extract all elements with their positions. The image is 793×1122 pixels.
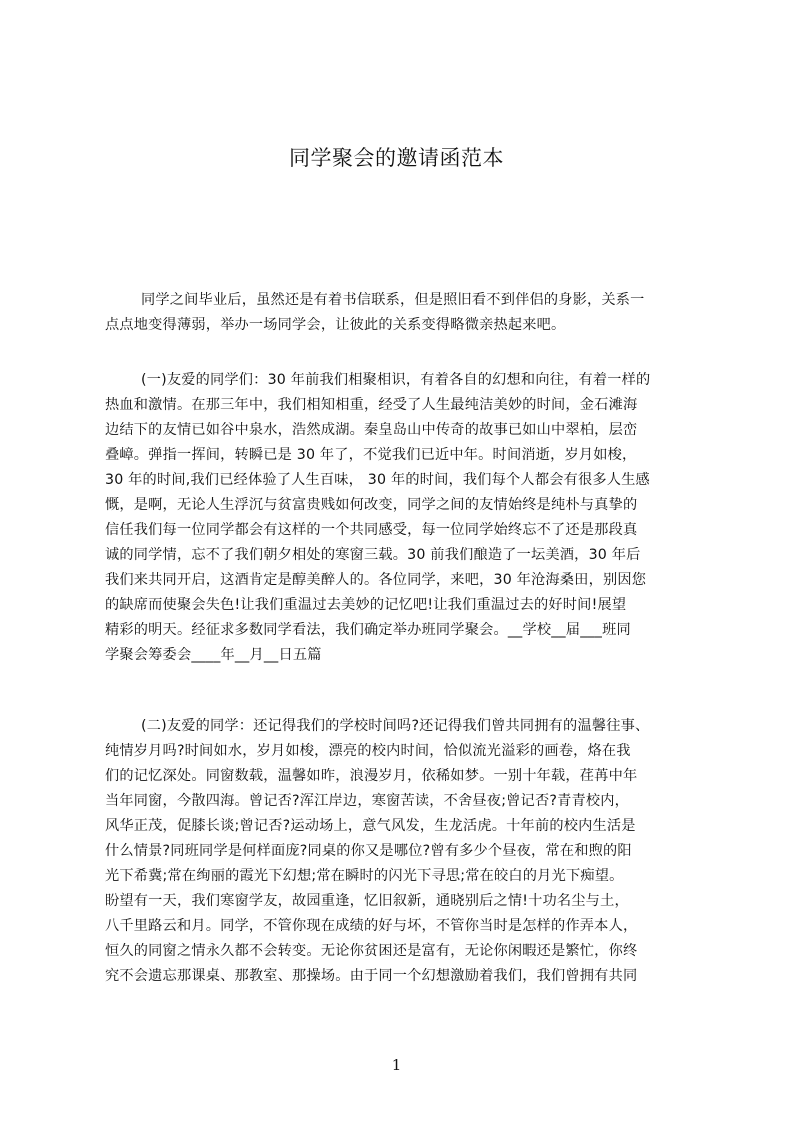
paragraph-line: 慨，是啊，无论人生浮沉与贫富贵贱如何改变，同学之间的友情始终是纯朴与真挚的: [105, 497, 638, 513]
paragraph-line: 学聚会筹委会____年__月__日五篇: [105, 647, 322, 663]
paragraph-line: 30 年的时间,我们已经体验了人生百味， 30 年的时间，我们每个人都会有很多人生感: [105, 472, 650, 488]
paragraph-letter-two: [105, 714, 698, 989]
paragraph-line: 精彩的明天。经征求多数同学看法，我们确定举办班同学聚会。__学校__届___班同: [105, 622, 631, 638]
paragraph-line: 热血和激情。在那三年中，我们相知相重，经受了人生最纯洁美妙的时间，金石滩海: [105, 397, 638, 413]
paragraph-line: 光下希冀;常在绚丽的霞光下幻想;常在瞬时的闪光下寻思;常在皎白的月光下痴望。: [105, 868, 624, 884]
paragraph-line: (一)友爱的同学们：30 年前我们相聚相识，有着各自的幻想和向往，有着一样的: [141, 372, 651, 388]
paragraph-line: 当年同窗，今散四海。曾记否?浑江岸边，寒窗苦读，不舍昼夜;曾记否?青青校内，: [105, 793, 630, 809]
paragraph-line: 八千里路云和月。同学，不管你现在成绩的好与坏，不管你当时是怎样的作弄本人，: [105, 918, 638, 934]
paragraph-line: 的缺席而使聚会失色!让我们重温过去美妙的记忆吧!让我们重温过去的好时间!展望: [105, 597, 627, 613]
paragraph-line: 究不会遗忘那课桌、那教室、那操场。由于同一个幻想激励着我们，我们曾拥有共同: [105, 968, 638, 984]
paragraph-line: 纯情岁月吗?时间如水，岁月如梭，漂亮的校内时间，恰似流光溢彩的画卷，烙在我: [105, 743, 631, 759]
paragraph-line: 风华正茂，促膝长谈;曾记否?运动场上，意气风发，生龙活虎。十年前的校内生活是: [105, 818, 636, 834]
page-number: 1: [391, 1056, 402, 1074]
paragraph-line: 同学之间毕业后，虽然还是有着书信联系，但是照旧看不到伴侣的身影，关系一: [141, 292, 645, 308]
paragraph-line: 点点地变得薄弱，举办一场同学会，让彼此的关系变得略微亲热起来吧。: [105, 317, 566, 333]
paragraph-line: 们的记忆深处。同窗数载，温馨如昨，浪漫岁月，依稀如梦。一别十年载，荏苒中年: [105, 768, 638, 784]
paragraph-intro: [105, 288, 698, 338]
paragraph-line: 信任我们每一位同学都会有这样的一个共同感受，每一位同学始终忘不了还是那段真: [105, 522, 638, 538]
paragraph-letter-one: [105, 368, 698, 668]
paragraph-line: 什么情景?同班同学是何样面庞?同桌的你又是哪位?曾有多少个昼夜，常在和煦的阳: [105, 843, 632, 859]
paragraph-line: 盼望有一天，我们寒窗学友，故园重逢，忆旧叙新，通晓别后之情!十功名尘与土，: [105, 893, 629, 909]
paragraph-line: 我们来共同开启，这酒肯定是醇美醉人的。各位同学，来吧，30 年沧海桑田，别因您: [105, 572, 647, 588]
paragraph-line: 诚的同学情，忘不了我们朝夕相处的寒窗三载。30 前我们酿造了一坛美酒，30 年后: [105, 547, 641, 563]
paragraph-line: 边结下的友情已如谷中泉水，浩然成湖。秦皇岛山中传奇的故事已如山中翠柏，层峦: [105, 422, 638, 438]
paragraph-line: (二)友爱的同学：还记得我们的学校时间吗?还记得我们曾共同拥有的温馨往事、: [141, 718, 650, 734]
paragraph-line: 恒久的同窗之情永久都不会转变。无论你贫困还是富有，无论你闲暇还是繁忙，你终: [105, 943, 638, 959]
document-title: 同学聚会的邀请函范本: [289, 146, 504, 170]
paragraph-line: 叠嶂。弹指一挥间，转瞬已是 30 年了，不觉我们已近中年。时间消逝，岁月如梭，: [105, 447, 637, 463]
